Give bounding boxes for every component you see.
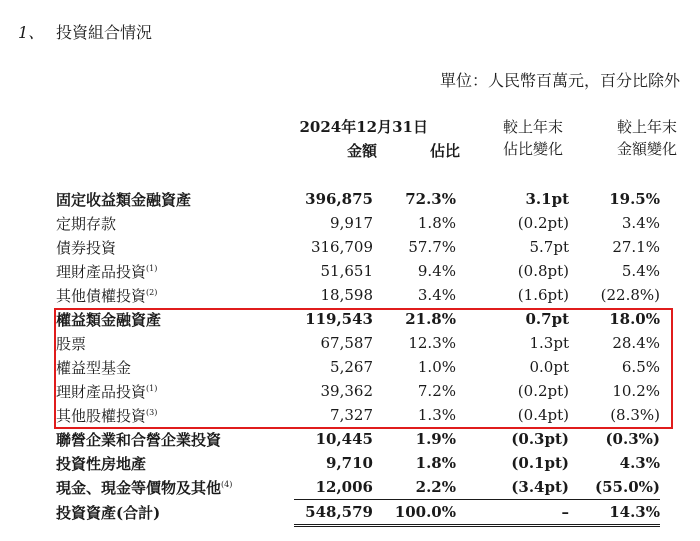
table-row <box>56 331 660 355</box>
amount-change-cell: 14.3% <box>569 500 660 526</box>
share-change-cell: (0.2pt) <box>517 382 569 400</box>
header-amount-change: 較上年末 金額變化 <box>616 118 677 158</box>
share-cell: 57.7% <box>408 238 456 256</box>
table-row <box>56 451 660 475</box>
amount-change-cell: 19.5% <box>609 190 660 208</box>
share-cell: 1.0% <box>417 358 456 376</box>
table-row <box>56 427 660 451</box>
header-share-change: 較上年末 佔比變化 <box>502 118 563 158</box>
table-row <box>56 187 660 211</box>
table-row <box>56 475 660 500</box>
row-label: 其他股權投資$^{(3)}$ <box>56 406 158 425</box>
amount-change-cell: 4.3% <box>619 454 660 472</box>
amount-change-cell: (0.3%) <box>605 430 660 448</box>
row-label: 債券投資 <box>56 238 117 257</box>
share-change-cell: (3.4pt) <box>511 478 569 496</box>
share-cell: 7.2% <box>417 382 456 400</box>
row-label: 定期存款 <box>56 214 117 233</box>
share-change-cell: – <box>456 500 569 526</box>
row-label: 權益類金融資產 <box>56 310 162 329</box>
share-cell: 1.3% <box>417 406 456 424</box>
share-change-cell: (0.2pt) <box>517 214 569 232</box>
section-heading <box>18 20 152 43</box>
table-row <box>56 307 660 331</box>
footnote-ref: (1) <box>146 383 158 393</box>
footnote-ref: (3) <box>146 407 158 417</box>
share-cell: 1.9% <box>415 430 456 448</box>
share-change-cell: 0.7pt <box>525 310 569 328</box>
amount-change-cell: 28.4% <box>612 334 660 352</box>
amount-cell: 39,362 <box>320 382 373 400</box>
amount-change-cell: 10.2% <box>612 382 660 400</box>
amount-cell: 51,651 <box>320 262 373 280</box>
table-row <box>56 235 660 259</box>
header-amount: 金額 <box>346 142 377 160</box>
table-row <box>56 211 660 235</box>
amount-change-cell: 27.1% <box>612 238 660 256</box>
share-cell: 3.4% <box>417 286 456 304</box>
share-cell: 21.8% <box>405 310 456 328</box>
amount-change-cell: 5.4% <box>621 262 660 280</box>
row-label: 投資性房地產 <box>56 454 147 473</box>
share-change-cell: (1.6pt) <box>517 286 569 304</box>
row-label: 固定收益類金融資產 <box>56 190 192 209</box>
header-share: 佔比 <box>429 142 460 160</box>
amount-change-cell: (8.3%) <box>610 406 660 424</box>
share-change-cell: (0.3pt) <box>511 430 569 448</box>
row-label: 股票 <box>56 334 87 353</box>
share-change-cell: 0.0pt <box>529 358 569 376</box>
portfolio-table <box>56 187 660 527</box>
row-label: 現金、現金等價物及其他$^{(4)}$ <box>56 478 233 497</box>
share-change-cell: (0.4pt) <box>517 406 569 424</box>
amount-cell: 119,543 <box>305 310 373 328</box>
amount-change-cell: (55.0%) <box>595 478 660 496</box>
share-change-cell: 3.1pt <box>525 190 569 208</box>
footnote-ref: (1) <box>146 263 158 273</box>
row-label: 理財產品投資$^{(1)}$ <box>56 382 158 401</box>
row-label: 聯營企業和合營企業投資 <box>56 430 222 449</box>
share-cell: 9.4% <box>417 262 456 280</box>
section-title: 投資組合情況 <box>56 23 153 42</box>
row-label: 權益型基金 <box>56 358 132 377</box>
amount-cell: 67,587 <box>320 334 373 352</box>
share-cell: 1.8% <box>415 454 456 472</box>
share-cell: 12.3% <box>408 334 456 352</box>
amount-cell: 396,875 <box>305 190 373 208</box>
header-date: 2024年12月31日 <box>299 118 428 136</box>
share-change-cell: 1.3pt <box>529 334 569 352</box>
share-cell: 1.8% <box>417 214 456 232</box>
footnote-ref: (4) <box>221 479 233 489</box>
amount-cell: 9,710 <box>326 454 373 472</box>
table-row <box>56 259 660 283</box>
amount-cell: 7,327 <box>330 406 373 424</box>
amount-change-cell: (22.8%) <box>600 286 660 304</box>
row-label: 投資資產(合計) <box>56 504 161 522</box>
footnote-ref: (2) <box>146 287 158 297</box>
amount-change-cell: 18.0% <box>609 310 660 328</box>
amount-cell: 316,709 <box>310 238 373 256</box>
share-change-cell: (0.1pt) <box>511 454 569 472</box>
amount-cell: 5,267 <box>330 358 373 376</box>
amount-cell: 18,598 <box>320 286 373 304</box>
amount-cell: 12,006 <box>315 478 373 496</box>
table-row <box>56 500 660 526</box>
share-change-cell: 5.7pt <box>529 238 569 256</box>
table-row <box>56 283 660 307</box>
table-row <box>56 355 660 379</box>
table-row <box>56 379 660 403</box>
amount-cell: 548,579 <box>294 500 373 526</box>
share-cell: 100.0% <box>373 500 456 526</box>
row-label: 理財產品投資$^{(1)}$ <box>56 262 158 281</box>
unit-note: 單位：人民幣百萬元，百分比除外 <box>439 71 680 90</box>
amount-cell: 9,917 <box>330 214 373 232</box>
row-label: 其他債權投資$^{(2)}$ <box>56 286 158 305</box>
section-number: 1、 <box>18 23 45 42</box>
share-cell: 2.2% <box>415 478 456 496</box>
table-row <box>56 403 660 427</box>
share-change-cell: (0.8pt) <box>517 262 569 280</box>
amount-cell: 10,445 <box>315 430 373 448</box>
amount-change-cell: 6.5% <box>621 358 660 376</box>
share-cell: 72.3% <box>405 190 456 208</box>
amount-change-cell: 3.4% <box>621 214 660 232</box>
